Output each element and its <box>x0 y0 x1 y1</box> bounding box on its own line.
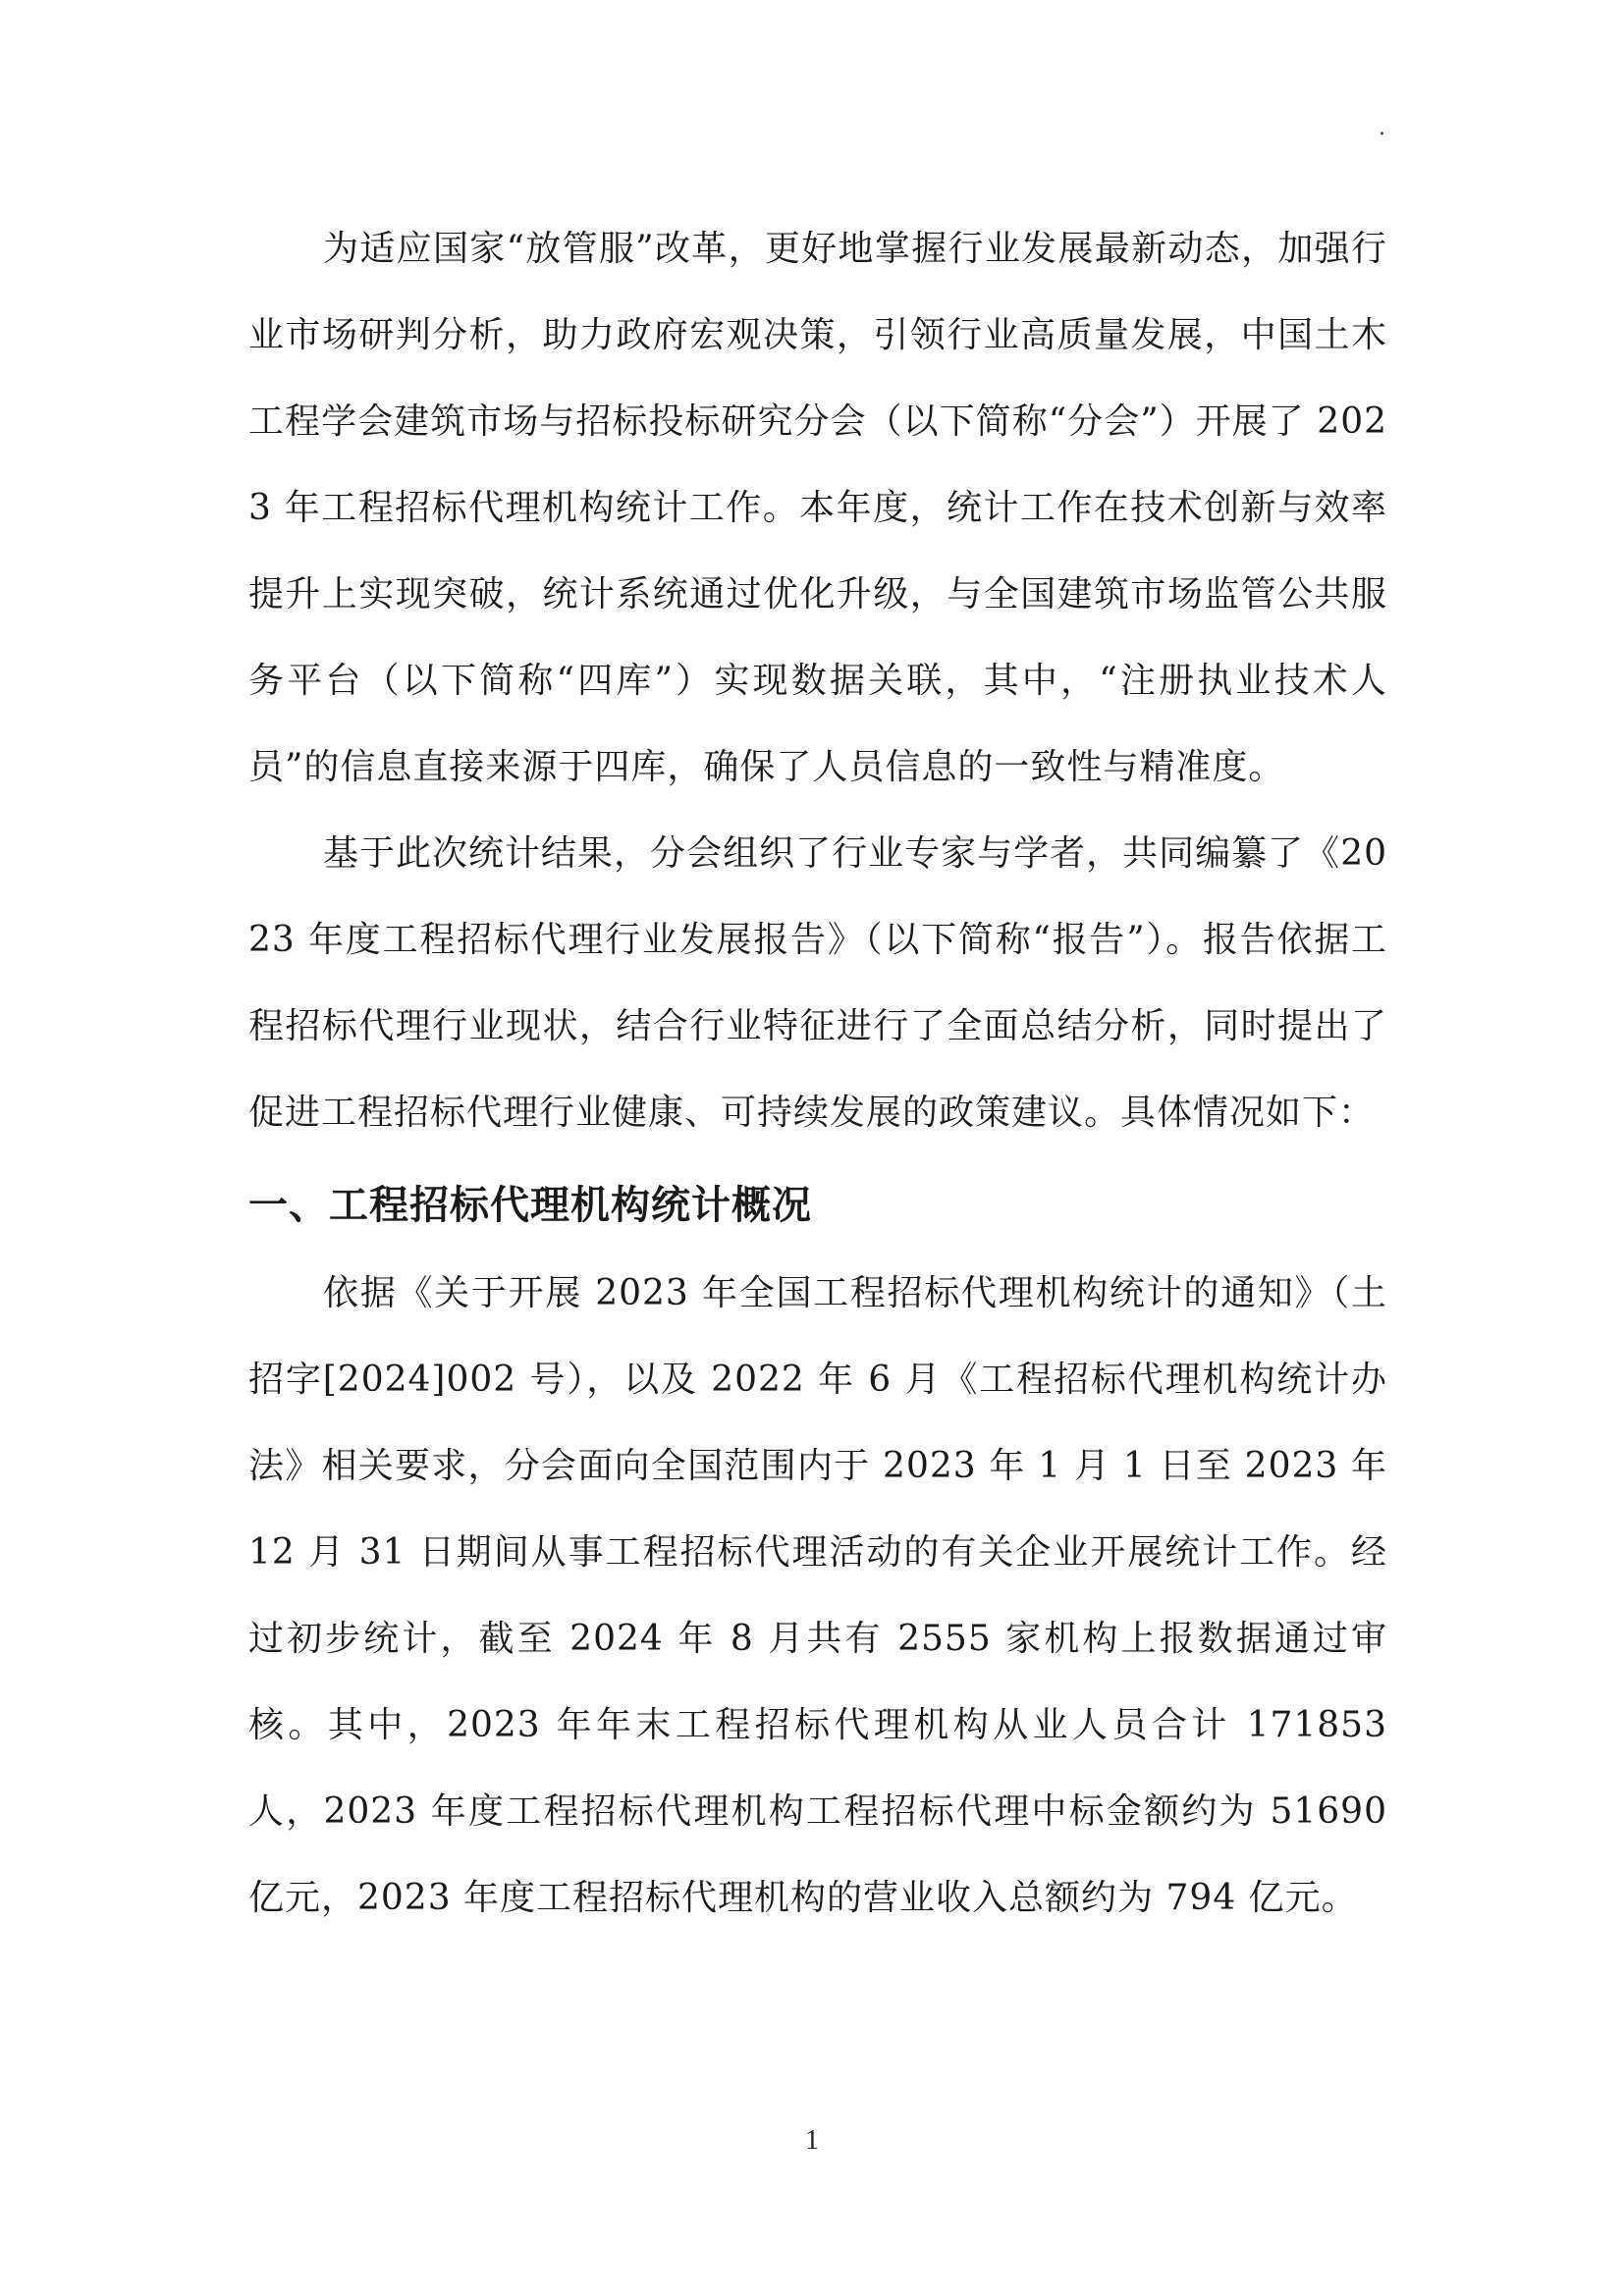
statistics-paragraph: 依据《关于开展 2023 年全国工程招标代理机构统计的通知》（土招字[2024]002 号），以及 2022 年 6 月《工程招标代理机构统计办法》相关要求，分会面向全国范围内于 2023 年 1 月 1 日至 2023 年 12 月 31 日期间从事工程招标代理活动的有关企业开展统计工作。经过初步统计，截至 2024 年 8 月共有 2555 家机构上报数据通过审核。其中，2023 年年末工程招标代理机构从业人员合计 171853 人，2023 年度工程招标代理机构工程招标代理中标金额约为 51690 亿元，2023 年度工程招标代理机构的营业收入总额约为 794 亿元。 <box>248 1273 1387 1918</box>
page-number: 1 <box>805 2125 819 2156</box>
report-paragraph: 基于此次统计结果，分会组织了行业专家与学者，共同编纂了《2023 年度工程招标代理行业发展报告》（以下简称“报告”）。报告依据工程招标代理行业现状，结合行业特征进行了全面总结分析，同时提出了促进工程招标代理行业健康、可持续发展的政策建议。具体情况如下： <box>248 833 1387 1133</box>
page-content <box>248 206 1387 1942</box>
corner-mark: . <box>1379 116 1385 140</box>
section-heading: 一、工程招标代理机构统计概况 <box>248 1183 812 1228</box>
intro-paragraph: 为适应国家“放管服”改革，更好地掌握行业发展最新动态，加强行业市场研判分析，助力政府宏观决策，引领行业高质量发展，中国土木工程学会建筑市场与招标投标研究分会（以下简称“分会”）开展了 2023 年工程招标代理机构统计工作。本年度，统计工作在技术创新与效率提升上实现突破，统计系统通过优化升级，与全国建筑市场监管公共服务平台（以下简称“四库”）实现数据关联，其中，“注册执业技术人员”的信息直接来源于四库，确保了人员信息的一致性与精准度。 <box>248 229 1387 787</box>
